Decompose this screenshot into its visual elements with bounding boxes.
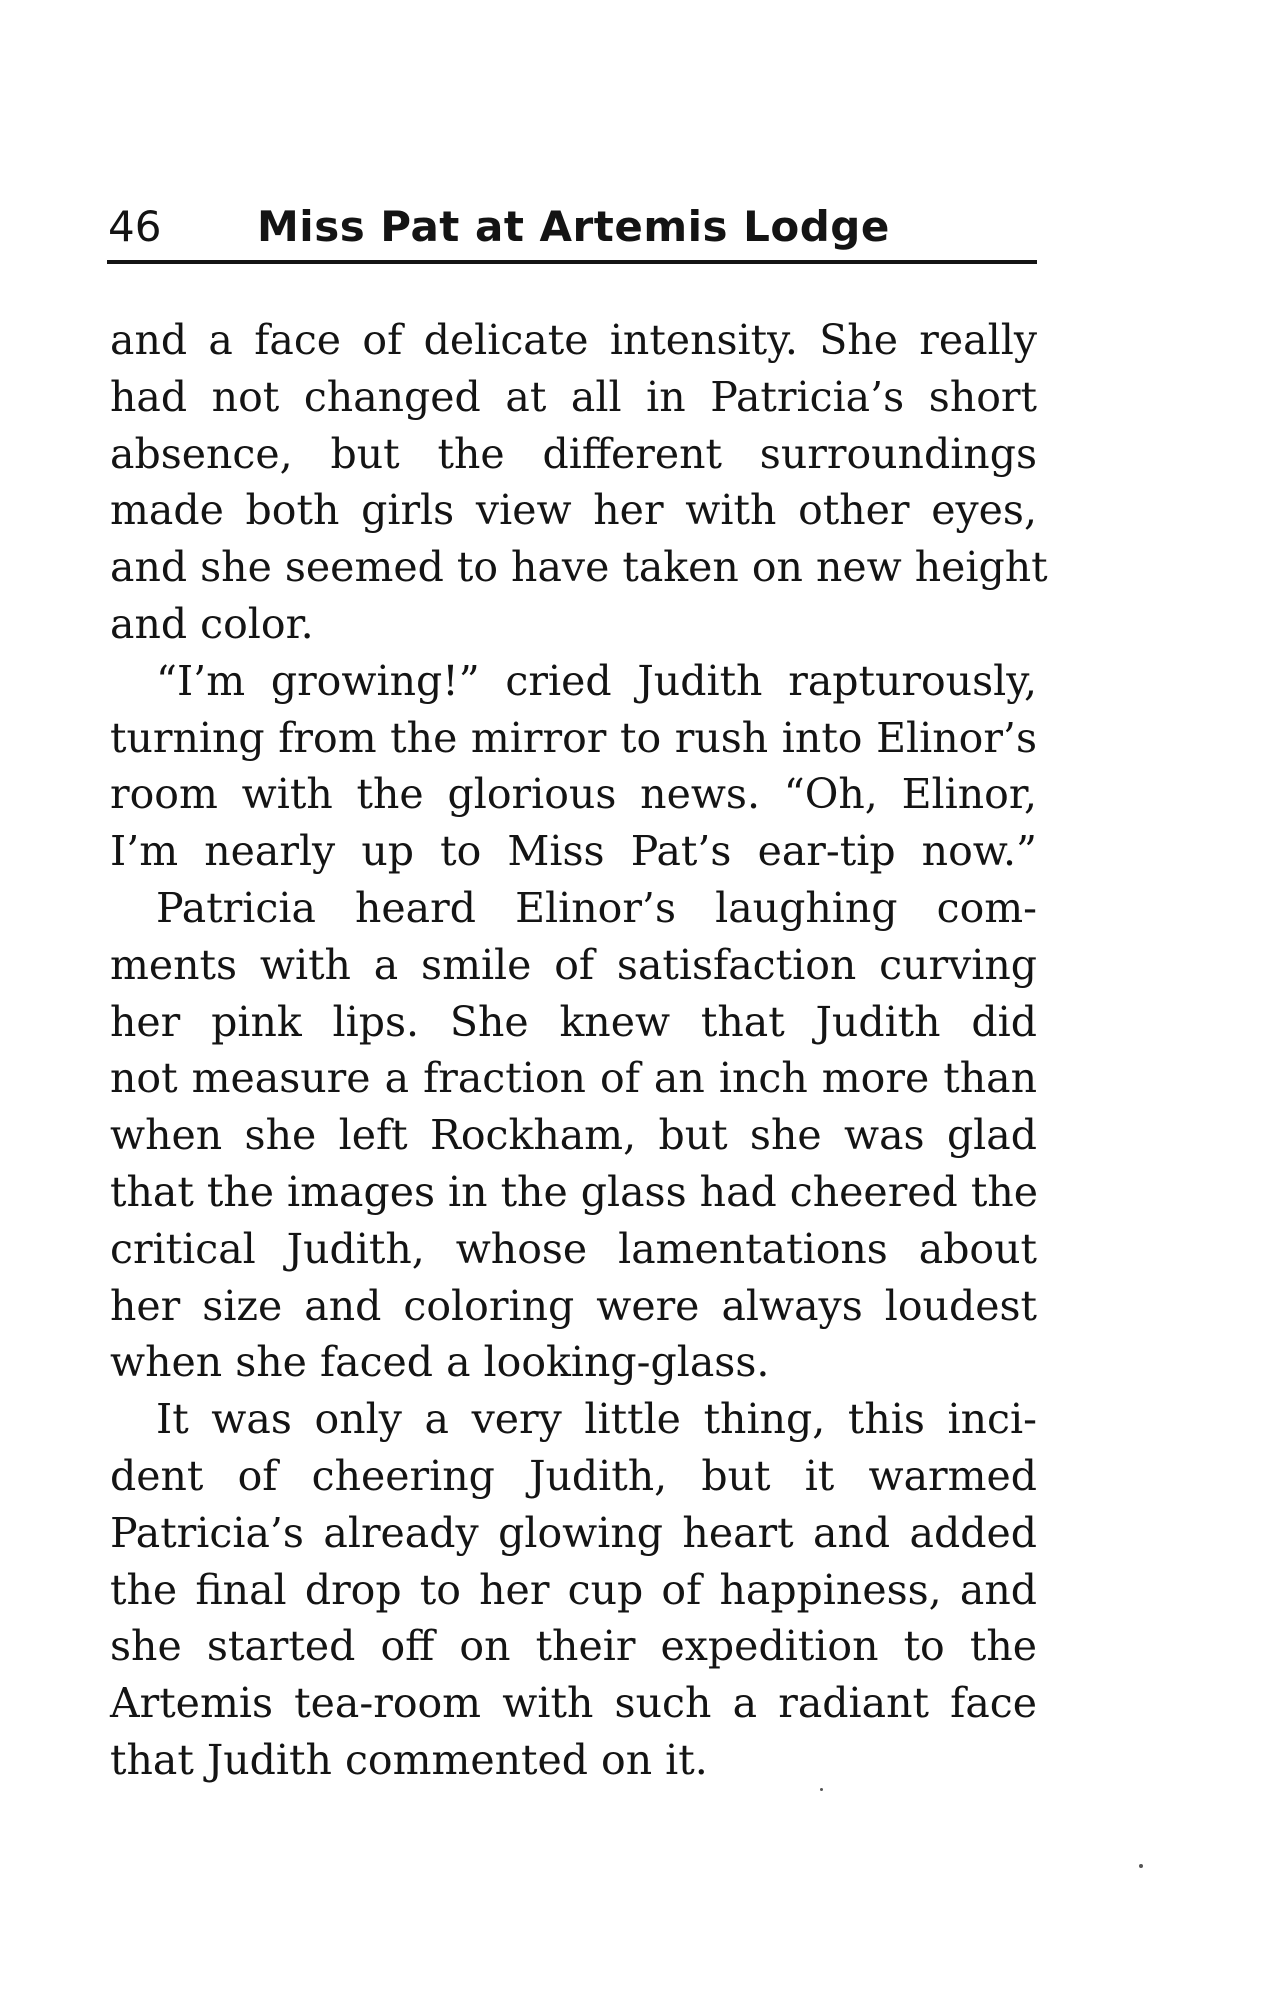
text-line: made both girls view her with other eyes, [110,486,1037,535]
text-line: that the images in the glass had cheered the [110,1167,1038,1216]
text-line: she started off on their expedition to the [110,1622,1037,1671]
book-title: Miss Pat at Artemis Lodge [257,202,890,251]
text-line: and a face of delicate intensity. She really [110,316,1037,364]
page-number: 46 [108,202,162,251]
text-line: when she faced a looking-glass. [110,1338,770,1387]
text-line: turning from the mirror to rush into Elinor’s [110,713,1037,762]
running-head [108,196,1036,258]
text-line: critical Judith, whose lamentations about [110,1224,1037,1273]
body-text [110,312,1048,1789]
text-line: dent of cheering Judith, but it warmed [110,1451,1037,1500]
header-rule [107,260,1037,264]
scan-speck [820,1788,823,1791]
scan-speck [1139,1864,1143,1868]
text-line: I’m nearly up to Miss Pat’s ear-tip now.” [110,827,1037,876]
text-line: Artemis tea-room with such a radiant face [110,1679,1037,1728]
text-line: that Judith commented on it. [110,1735,708,1784]
text-line: her size and coloring were always loudest [110,1281,1037,1330]
text-line: ments with a smile of satisfaction curving [110,940,1037,989]
text-line: Patricia’s already glowing heart and added [110,1508,1037,1557]
text-line: and color. [110,599,314,648]
text-line: Patricia heard Elinor’s laughing com- [156,883,1037,932]
text-line: when she left Rockham, but she was glad [110,1111,1037,1160]
text-line: had not changed at all in Patricia’s short [110,372,1037,421]
text-line: not measure a fraction of an inch more than [110,1054,1037,1103]
text-line: room with the glorious news. “Oh, Elinor, [110,770,1037,819]
text-line: her pink lips. She knew that Judith did [110,997,1037,1046]
text-line: “I’m growing!” cried Judith rapturously, [156,656,1037,705]
text-line: the final drop to her cup of happiness, and [110,1565,1037,1614]
text-line: It was only a very little thing, this inci- [156,1395,1037,1444]
text-line: and she seemed to have taken on new height [110,543,1048,592]
text-line: absence, but the different surroundings [110,429,1037,478]
